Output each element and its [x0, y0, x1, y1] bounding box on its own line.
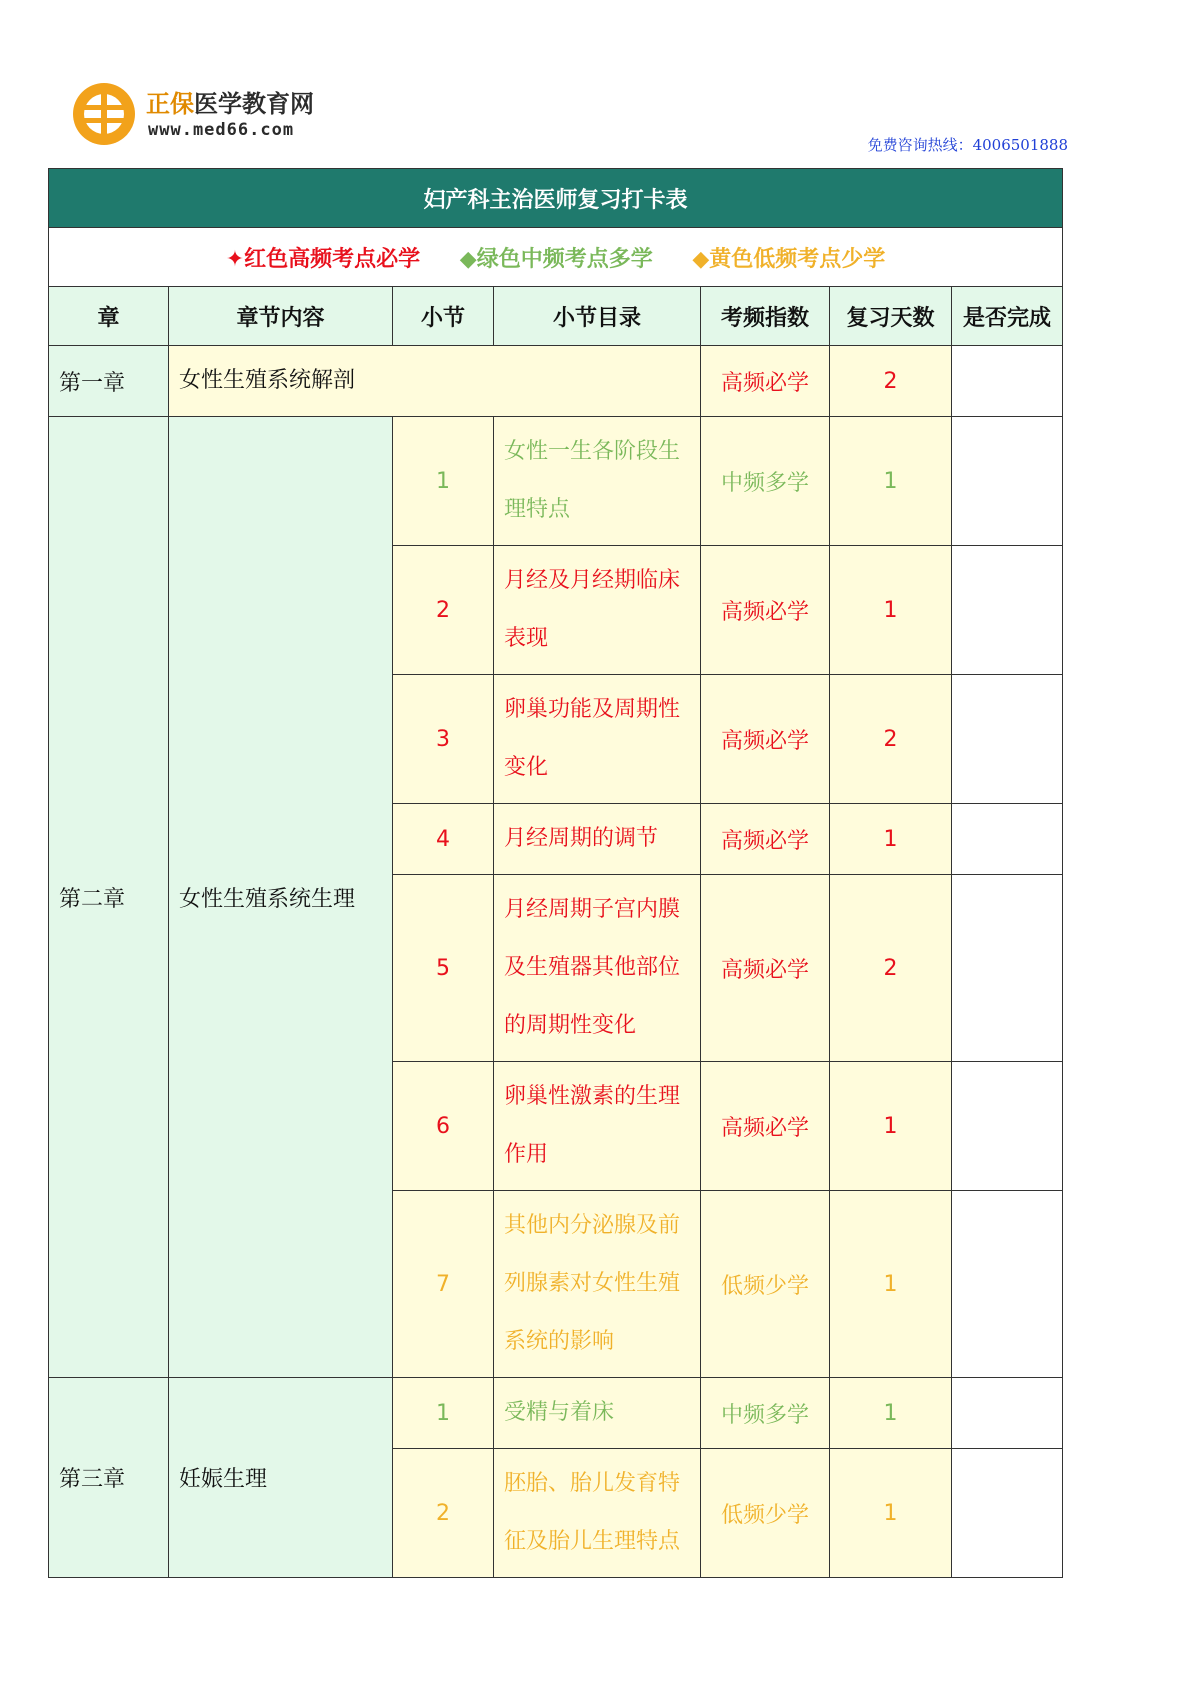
header-section-topic: 小节目录: [494, 287, 701, 346]
frequency-cell: 高频必学: [701, 875, 830, 1062]
completed-checkbox-cell[interactable]: [952, 875, 1063, 1062]
completed-checkbox-cell[interactable]: [952, 675, 1063, 804]
section-number-cell: 5: [393, 875, 494, 1062]
chapter-cell: 第二章: [49, 417, 169, 1378]
days-cell: 2: [830, 675, 952, 804]
section-number-cell: 2: [393, 546, 494, 675]
section-number-cell: 7: [393, 1191, 494, 1378]
header-chapter-content: 章节内容: [169, 287, 393, 346]
frequency-cell: 低频少学: [701, 1191, 830, 1378]
frequency-cell: 高频必学: [701, 546, 830, 675]
hotline-text: 免费咨询热线：4006501888: [867, 136, 1068, 154]
table-row: [49, 346, 1063, 417]
logo-emblem-icon: [72, 82, 136, 146]
chapter-content-cell: 妊娠生理: [169, 1378, 393, 1578]
days-cell: 1: [830, 1378, 952, 1449]
days-cell: 1: [830, 1191, 952, 1378]
days-cell: 2: [830, 346, 952, 417]
table-row: [49, 417, 1063, 546]
completed-checkbox-cell[interactable]: [952, 417, 1063, 546]
days-cell: 1: [830, 417, 952, 546]
chapter-content-cell: 女性生殖系统生理: [169, 417, 393, 1378]
table-title: 妇产科主治医师复习打卡表: [49, 169, 1063, 228]
section-number-cell: 3: [393, 675, 494, 804]
review-checkin-table: [48, 168, 1063, 1578]
header-section: 小节: [393, 287, 494, 346]
days-cell: 2: [830, 875, 952, 1062]
completed-checkbox-cell[interactable]: [952, 804, 1063, 875]
frequency-cell: 高频必学: [701, 346, 830, 417]
logo-url: www.med66.com: [148, 120, 295, 140]
completed-checkbox-cell[interactable]: [952, 346, 1063, 417]
frequency-cell: 低频少学: [701, 1449, 830, 1578]
section-number-cell: 1: [393, 417, 494, 546]
section-topic-cell: 卵巢功能及周期性变化: [494, 675, 701, 804]
completed-checkbox-cell[interactable]: [952, 1062, 1063, 1191]
section-number-cell: 2: [393, 1449, 494, 1578]
days-cell: 1: [830, 804, 952, 875]
legend-medium-frequency: ◆绿色中频考点多学: [459, 246, 653, 272]
header-review-days: 复习天数: [830, 287, 952, 346]
days-cell: 1: [830, 546, 952, 675]
chapter-cell: 第三章: [49, 1378, 169, 1578]
section-topic-cell: 女性一生各阶段生理特点: [494, 417, 701, 546]
legend: [49, 228, 1063, 287]
section-topic-cell: 月经周期的调节: [494, 804, 701, 875]
frequency-cell: 中频多学: [701, 417, 830, 546]
chapter-content-cell: 女性生殖系统解剖: [169, 346, 701, 417]
completed-checkbox-cell[interactable]: [952, 1378, 1063, 1449]
frequency-cell: 高频必学: [701, 1062, 830, 1191]
section-number-cell: 1: [393, 1378, 494, 1449]
table-row: [49, 1378, 1063, 1449]
header-chapter: 章: [49, 287, 169, 346]
section-topic-cell: 月经周期子宫内膜及生殖器其他部位的周期性变化: [494, 875, 701, 1062]
completed-checkbox-cell[interactable]: [952, 1191, 1063, 1378]
legend-low-frequency: ◆黄色低频考点少学: [692, 246, 886, 272]
section-topic-cell: 胚胎、胎儿发育特征及胎儿生理特点: [494, 1449, 701, 1578]
section-topic-cell: 其他内分泌腺及前列腺素对女性生殖系统的影响: [494, 1191, 701, 1378]
logo: [72, 80, 402, 148]
section-topic-cell: 月经及月经期临床表现: [494, 546, 701, 675]
section-number-cell: 6: [393, 1062, 494, 1191]
legend-high-frequency: ✦红色高频考点必学: [225, 246, 421, 272]
days-cell: 1: [830, 1449, 952, 1578]
header-completed: 是否完成: [952, 287, 1063, 346]
section-topic-cell: 卵巢性激素的生理作用: [494, 1062, 701, 1191]
frequency-cell: 中频多学: [701, 1378, 830, 1449]
completed-checkbox-cell[interactable]: [952, 1449, 1063, 1578]
section-topic-cell: 受精与着床: [494, 1378, 701, 1449]
header-frequency: 考频指数: [701, 287, 830, 346]
frequency-cell: 高频必学: [701, 804, 830, 875]
frequency-cell: 高频必学: [701, 675, 830, 804]
section-number-cell: 4: [393, 804, 494, 875]
days-cell: 1: [830, 1062, 952, 1191]
logo-name: 正保医学教育网: [146, 90, 314, 118]
chapter-cell: 第一章: [49, 346, 169, 417]
completed-checkbox-cell[interactable]: [952, 546, 1063, 675]
